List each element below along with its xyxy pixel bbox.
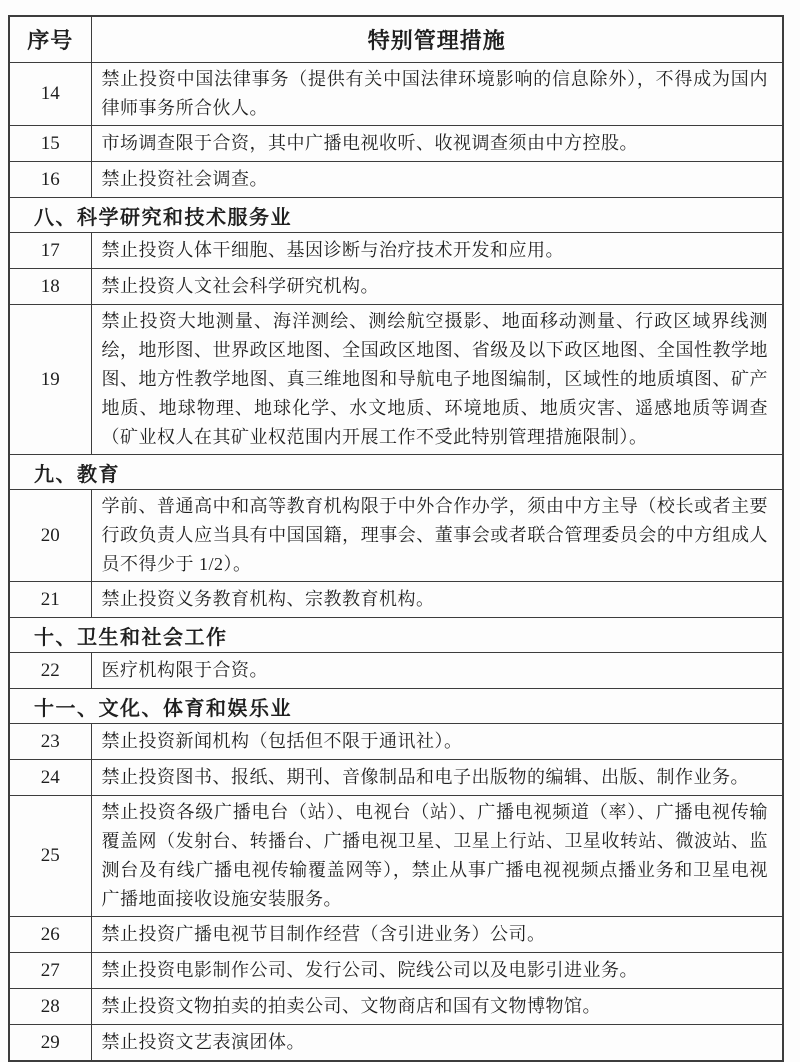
- table-row: [9, 796, 783, 917]
- section-title: 十一、文化、体育和娱乐业: [9, 689, 783, 724]
- section-title: 八、科学研究和技术服务业: [9, 198, 783, 233]
- measure-text: 禁止投资大地测量、海洋测绘、测绘航空摄影、地面移动测量、行政区域界线测绘，地形图、世界政区地图、全国政区地图、省级及以下政区地图、全国性教学地图、地方性教学地图、真三维地图和导航电子地图编制，区域性的地质填图、矿产地质、地球物理、地球化学、水文地质、环境地质、地质灾害、遥感地质等调查（矿业权人在其矿业权范围内开展工作不受此特别管理措施限制）。: [91, 305, 783, 455]
- row-number: 27: [9, 953, 91, 989]
- section-header-row: [9, 689, 783, 724]
- row-number: 18: [9, 269, 91, 305]
- measure-text: 禁止投资各级广播电台（站）、电视台（站）、广播电视频道（率）、广播电视传输覆盖网（发射台、转播台、广播电视卫星、卫星上行站、卫星收转站、微波站、监测台及有线广播电视传输覆盖网等），禁止从事广播电视视频点播业务和卫星电视广播地面接收设施安装服务。: [91, 796, 783, 917]
- measure-text: 禁止投资新闻机构（包括但不限于通讯社）。: [91, 724, 783, 760]
- row-number: 15: [9, 126, 91, 162]
- table-row: [9, 953, 783, 989]
- row-number: 23: [9, 724, 91, 760]
- special-measures-table: [8, 15, 784, 1062]
- row-number: 19: [9, 305, 91, 455]
- measure-text: 市场调查限于合资，其中广播电视收听、收视调查须由中方控股。: [91, 126, 783, 162]
- table-row: [9, 989, 783, 1025]
- column-header-number: 序号: [9, 16, 91, 63]
- table-row: [9, 233, 783, 269]
- table-row: [9, 917, 783, 953]
- measure-text: 禁止投资文艺表演团体。: [91, 1025, 783, 1062]
- row-number: 28: [9, 989, 91, 1025]
- row-number: 22: [9, 653, 91, 689]
- section-header-row: [9, 455, 783, 490]
- section-header-row: [9, 618, 783, 653]
- table-row: [9, 1025, 783, 1062]
- table-row: [9, 269, 783, 305]
- row-number: 21: [9, 582, 91, 618]
- measure-text: 禁止投资人文社会科学研究机构。: [91, 269, 783, 305]
- table-row: [9, 305, 783, 455]
- measure-text: 禁止投资图书、报纸、期刊、音像制品和电子出版物的编辑、出版、制作业务。: [91, 760, 783, 796]
- measure-text: 学前、普通高中和高等教育机构限于中外合作办学，须由中方主导（校长或者主要行政负责人应当具有中国国籍，理事会、董事会或者联合管理委员会的中方组成人员不得少于 1/2）。: [91, 490, 783, 582]
- measure-text: 禁止投资人体干细胞、基因诊断与治疗技术开发和应用。: [91, 233, 783, 269]
- measure-text: 禁止投资义务教育机构、宗教教育机构。: [91, 582, 783, 618]
- row-number: 16: [9, 162, 91, 198]
- table-row: [9, 63, 783, 126]
- row-number: 24: [9, 760, 91, 796]
- section-title: 九、教育: [9, 455, 783, 490]
- measure-text: 禁止投资文物拍卖的拍卖公司、文物商店和国有文物博物馆。: [91, 989, 783, 1025]
- measure-text: 禁止投资广播电视节目制作经营（含引进业务）公司。: [91, 917, 783, 953]
- table-row: [9, 653, 783, 689]
- measure-text: 医疗机构限于合资。: [91, 653, 783, 689]
- table-row: [9, 162, 783, 198]
- section-header-row: [9, 198, 783, 233]
- table-row: [9, 724, 783, 760]
- column-header-measure: 特别管理措施: [91, 16, 783, 63]
- row-number: 26: [9, 917, 91, 953]
- measure-text: 禁止投资电影制作公司、发行公司、院线公司以及电影引进业务。: [91, 953, 783, 989]
- row-number: 20: [9, 490, 91, 582]
- row-number: 14: [9, 63, 91, 126]
- table-row: [9, 582, 783, 618]
- row-number: 17: [9, 233, 91, 269]
- measure-text: 禁止投资中国法律事务（提供有关中国法律环境影响的信息除外），不得成为国内律师事务所合伙人。: [91, 63, 783, 126]
- measure-text: 禁止投资社会调查。: [91, 162, 783, 198]
- table-row: [9, 126, 783, 162]
- section-title: 十、卫生和社会工作: [9, 618, 783, 653]
- row-number: 29: [9, 1025, 91, 1062]
- table-header-row: [9, 16, 783, 63]
- table-row: [9, 760, 783, 796]
- table-row: [9, 490, 783, 582]
- row-number: 25: [9, 796, 91, 917]
